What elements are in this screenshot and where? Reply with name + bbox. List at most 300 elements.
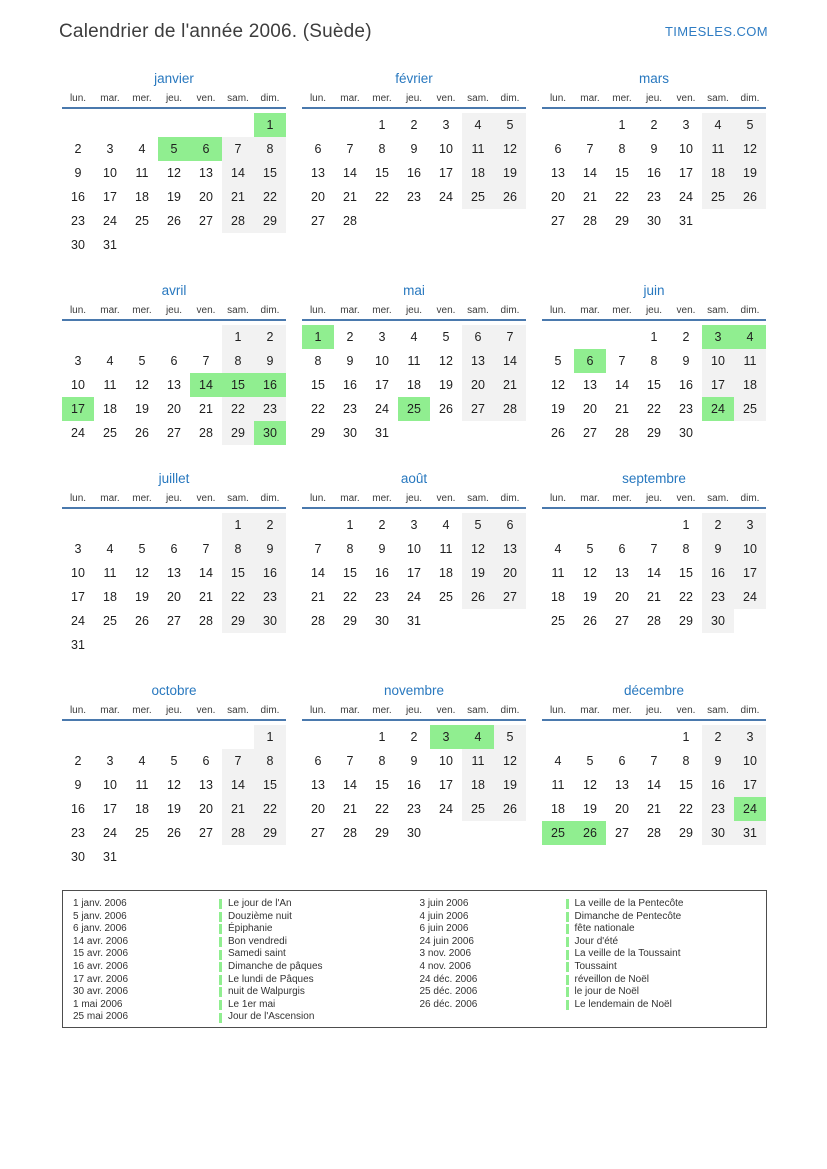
day-cell: 23 xyxy=(71,826,85,840)
month-title[interactable]: septembre xyxy=(622,471,686,486)
empty-cell xyxy=(462,421,494,445)
day-cell: 20 xyxy=(583,402,597,416)
legend-label xyxy=(566,936,767,949)
empty-cell xyxy=(462,609,494,633)
day-cell: 6 xyxy=(462,325,494,349)
day-cell: 7 xyxy=(346,142,354,156)
day-cell: 1 xyxy=(682,730,690,744)
day-cell: 13 xyxy=(311,778,325,792)
day-cell: 9 xyxy=(378,542,386,556)
empty-cell xyxy=(542,325,574,349)
day-cell: 28 xyxy=(222,209,254,233)
day-cell: 1 xyxy=(618,118,626,132)
day-cell: 28 xyxy=(647,826,661,840)
day-cell: 28 xyxy=(494,397,526,421)
weekday-header xyxy=(62,705,286,721)
legend-label-text: Toussaint xyxy=(574,960,617,972)
weekday-label: jeu. xyxy=(405,493,423,504)
weekday-label: ven. xyxy=(436,705,456,716)
empty-cell xyxy=(62,513,94,537)
weekday-label: mer. xyxy=(132,305,152,316)
weekday-label: lun. xyxy=(309,705,327,716)
empty-cell xyxy=(430,609,462,633)
empty-cell xyxy=(542,513,574,537)
day-cell: 1 xyxy=(222,325,254,349)
weekday-label: jeu. xyxy=(165,493,183,504)
weekday-label: mer. xyxy=(372,493,392,504)
day-cell: 25 xyxy=(103,426,117,440)
empty-cell xyxy=(126,325,158,349)
empty-cell xyxy=(94,633,126,657)
day-cell: 28 xyxy=(343,826,357,840)
day-cell: 18 xyxy=(462,773,494,797)
day-cell: 22 xyxy=(679,590,693,604)
day-cell: 21 xyxy=(222,797,254,821)
day-cell: 13 xyxy=(311,166,325,180)
day-cell: 24 xyxy=(439,190,453,204)
day-cell: 5 xyxy=(170,754,178,768)
legend-date: 25 mai 2006 xyxy=(73,1011,129,1023)
legend-label-text: Jour d'été xyxy=(574,935,619,947)
day-cell: 6 xyxy=(574,349,606,373)
empty-cell xyxy=(430,421,462,445)
day-cell: 15 xyxy=(375,778,389,792)
weekday-label: mar. xyxy=(340,305,360,316)
legend-label xyxy=(566,898,767,911)
day-cell: 25 xyxy=(551,614,565,628)
weekday-label: dim. xyxy=(740,493,760,504)
day-cell: 8 xyxy=(254,137,286,161)
day-cell: 21 xyxy=(494,373,526,397)
weekday-label: mar. xyxy=(100,493,120,504)
day-cell: 10 xyxy=(103,166,117,180)
holiday-tick-icon xyxy=(219,899,222,909)
day-grid xyxy=(62,113,286,257)
day-cell: 30 xyxy=(679,426,693,440)
empty-cell xyxy=(158,633,190,657)
day-cell: 25 xyxy=(702,185,734,209)
day-cell: 28 xyxy=(222,821,254,845)
day-cell: 31 xyxy=(375,426,389,440)
day-cell: 30 xyxy=(254,609,286,633)
day-cell: 1 xyxy=(650,330,658,344)
day-cell: 13 xyxy=(462,349,494,373)
day-cell: 17 xyxy=(103,802,117,816)
weekday-label: mer. xyxy=(132,93,152,104)
day-cell: 28 xyxy=(583,214,597,228)
weekday-label: mar. xyxy=(340,493,360,504)
day-cell: 21 xyxy=(583,190,597,204)
day-cell: 11 xyxy=(103,566,117,580)
day-cell: 29 xyxy=(343,614,357,628)
legend-label-text: Le jour de l'An xyxy=(228,898,292,909)
day-cell: 2 xyxy=(254,513,286,537)
day-cell: 16 xyxy=(343,378,357,392)
holiday-legend xyxy=(62,890,767,1028)
day-cell: 12 xyxy=(551,378,565,392)
empty-cell xyxy=(494,421,526,445)
empty-cell xyxy=(702,209,734,233)
day-cell: 15 xyxy=(311,378,325,392)
weekday-label: mer. xyxy=(372,705,392,716)
day-cell: 28 xyxy=(615,426,629,440)
legend-label xyxy=(219,898,420,911)
day-cell: 22 xyxy=(311,402,325,416)
month-avril xyxy=(62,283,286,445)
legend-row xyxy=(73,898,420,911)
legend-label xyxy=(219,936,420,949)
day-cell: 7 xyxy=(494,325,526,349)
legend-label xyxy=(566,923,767,936)
day-cell: 3 xyxy=(734,513,766,537)
day-cell: 26 xyxy=(583,614,597,628)
weekday-label: sam. xyxy=(707,93,729,104)
day-cell: 7 xyxy=(202,542,210,556)
day-cell: 2 xyxy=(410,118,418,132)
day-cell: 15 xyxy=(222,561,254,585)
legend-date: 5 janv. 2006 xyxy=(73,910,127,922)
weekday-label: dim. xyxy=(740,305,760,316)
legend-row xyxy=(420,923,767,936)
weekday-label: mar. xyxy=(100,305,120,316)
legend-label-text: Samedi saint xyxy=(228,948,286,960)
day-cell: 8 xyxy=(346,542,354,556)
day-cell: 20 xyxy=(311,802,325,816)
legend-date: 3 nov. 2006 xyxy=(419,948,472,960)
legend-column-left xyxy=(73,898,420,1024)
day-cell: 2 xyxy=(378,518,386,532)
weekday-label: mer. xyxy=(612,493,632,504)
day-cell: 9 xyxy=(74,166,82,180)
day-cell: 4 xyxy=(106,354,114,368)
weekday-label: mar. xyxy=(580,705,600,716)
day-cell: 18 xyxy=(702,161,734,185)
holiday-tick-icon xyxy=(566,937,569,947)
day-cell: 3 xyxy=(74,354,82,368)
weekday-label: sam. xyxy=(467,705,489,716)
legend-label-text: le jour de Noël xyxy=(574,986,639,998)
month-title[interactable]: octobre xyxy=(151,683,197,698)
day-cell: 5 xyxy=(554,354,562,368)
month-mai xyxy=(302,283,526,445)
day-cell: 16 xyxy=(679,378,693,392)
day-cell: 12 xyxy=(135,378,149,392)
day-cell: 17 xyxy=(62,397,94,421)
day-cell: 21 xyxy=(647,590,661,604)
day-cell: 18 xyxy=(135,802,149,816)
day-cell: 15 xyxy=(647,378,661,392)
day-cell: 17 xyxy=(103,190,117,204)
day-cell: 15 xyxy=(254,773,286,797)
day-cell: 15 xyxy=(343,566,357,580)
day-cell: 10 xyxy=(734,749,766,773)
day-cell: 7 xyxy=(202,354,210,368)
empty-cell xyxy=(190,513,222,537)
day-cell: 23 xyxy=(254,585,286,609)
empty-cell xyxy=(638,513,670,537)
weekday-label: dim. xyxy=(500,93,520,104)
day-cell: 1 xyxy=(254,725,286,749)
empty-cell xyxy=(334,725,366,749)
legend-date: 24 juin 2006 xyxy=(419,935,474,947)
day-cell: 5 xyxy=(586,542,594,556)
weekday-label: jeu. xyxy=(645,93,663,104)
day-cell: 26 xyxy=(135,426,149,440)
weekday-label: ven. xyxy=(436,305,456,316)
day-cell: 8 xyxy=(378,754,386,768)
day-cell: 20 xyxy=(199,802,213,816)
day-cell: 24 xyxy=(439,802,453,816)
empty-cell xyxy=(398,421,430,445)
day-cell: 18 xyxy=(103,590,117,604)
day-cell: 25 xyxy=(135,826,149,840)
day-cell: 26 xyxy=(167,214,181,228)
weekday-label: sam. xyxy=(227,705,249,716)
day-cell: 3 xyxy=(74,542,82,556)
legend-row xyxy=(73,974,420,987)
weekday-label: lun. xyxy=(549,705,567,716)
day-cell: 28 xyxy=(199,426,213,440)
day-cell: 3 xyxy=(734,725,766,749)
empty-cell xyxy=(62,113,94,137)
empty-cell xyxy=(494,209,526,233)
legend-row xyxy=(73,936,420,949)
legend-label xyxy=(566,911,767,924)
weekday-label: ven. xyxy=(196,493,216,504)
weekday-label: sam. xyxy=(707,705,729,716)
holiday-tick-icon xyxy=(566,924,569,934)
day-cell: 25 xyxy=(734,397,766,421)
holiday-tick-icon xyxy=(566,962,569,972)
empty-cell xyxy=(190,845,222,869)
day-cell: 11 xyxy=(462,749,494,773)
day-cell: 7 xyxy=(222,749,254,773)
empty-cell xyxy=(542,113,574,137)
weekday-label: ven. xyxy=(436,93,456,104)
weekday-label: dim. xyxy=(740,705,760,716)
day-cell: 19 xyxy=(583,802,597,816)
day-cell: 19 xyxy=(135,402,149,416)
month-title[interactable]: novembre xyxy=(383,683,445,698)
day-cell: 8 xyxy=(378,142,386,156)
weekday-header xyxy=(302,493,526,509)
legend-row xyxy=(420,999,767,1012)
empty-cell xyxy=(222,233,254,257)
weekday-label: lun. xyxy=(69,705,87,716)
weekday-label: dim. xyxy=(500,305,520,316)
day-cell: 5 xyxy=(138,354,146,368)
month-title[interactable]: juillet xyxy=(158,471,190,486)
day-cell: 19 xyxy=(439,378,453,392)
empty-cell xyxy=(734,609,766,633)
empty-cell xyxy=(94,725,126,749)
legend-date: 16 avr. 2006 xyxy=(73,960,129,972)
month-title[interactable]: décembre xyxy=(623,683,685,698)
legend-row xyxy=(420,974,767,987)
day-cell: 18 xyxy=(551,802,565,816)
day-cell: 1 xyxy=(378,730,386,744)
day-cell: 6 xyxy=(494,513,526,537)
weekday-header xyxy=(302,93,526,109)
day-cell: 16 xyxy=(71,802,85,816)
legend-label-text: Le lundi de Pâques xyxy=(228,973,314,985)
empty-cell xyxy=(126,633,158,657)
day-cell: 14 xyxy=(343,778,357,792)
empty-cell xyxy=(462,209,494,233)
months-grid xyxy=(62,71,766,869)
day-cell: 30 xyxy=(702,821,734,845)
day-cell: 16 xyxy=(407,166,421,180)
legend-row xyxy=(420,898,767,911)
holiday-tick-icon xyxy=(566,950,569,960)
weekday-label: lun. xyxy=(309,493,327,504)
day-cell: 17 xyxy=(679,166,693,180)
day-cell: 13 xyxy=(199,166,213,180)
day-cell: 13 xyxy=(551,166,565,180)
weekday-label: mer. xyxy=(612,305,632,316)
day-cell: 30 xyxy=(375,614,389,628)
day-cell: 7 xyxy=(346,754,354,768)
month-title[interactable]: mars xyxy=(639,71,669,86)
day-grid xyxy=(542,325,766,445)
day-cell: 9 xyxy=(682,354,690,368)
day-cell: 12 xyxy=(167,166,181,180)
day-cell: 20 xyxy=(199,190,213,204)
day-cell: 2 xyxy=(702,725,734,749)
day-cell: 19 xyxy=(135,590,149,604)
day-cell: 3 xyxy=(442,118,450,132)
day-cell: 22 xyxy=(647,402,661,416)
month-title[interactable]: avril xyxy=(161,283,187,298)
empty-cell xyxy=(734,421,766,445)
month-title[interactable]: janvier xyxy=(154,71,194,86)
day-cell: 29 xyxy=(615,214,629,228)
day-cell: 5 xyxy=(138,542,146,556)
day-cell: 14 xyxy=(343,166,357,180)
day-cell: 20 xyxy=(311,190,325,204)
day-cell: 2 xyxy=(650,118,658,132)
day-cell: 28 xyxy=(343,214,357,228)
day-cell: 29 xyxy=(254,209,286,233)
day-cell: 28 xyxy=(311,614,325,628)
day-cell: 15 xyxy=(679,778,693,792)
day-cell: 18 xyxy=(734,373,766,397)
day-cell: 16 xyxy=(647,166,661,180)
weekday-label: dim. xyxy=(260,93,280,104)
empty-cell xyxy=(366,209,398,233)
month-title[interactable]: juin xyxy=(643,283,665,298)
month-title[interactable]: février xyxy=(395,71,433,86)
day-cell: 17 xyxy=(407,566,421,580)
day-cell: 5 xyxy=(442,330,450,344)
legend-label xyxy=(219,974,420,987)
weekday-label: jeu. xyxy=(405,705,423,716)
weekday-label: mer. xyxy=(612,705,632,716)
day-cell: 6 xyxy=(170,354,178,368)
day-cell: 27 xyxy=(494,585,526,609)
legend-label xyxy=(566,948,767,961)
legend-label-text: Dimanche de Pentecôte xyxy=(574,910,682,922)
legend-label-text: Le 1er mai xyxy=(228,998,276,1010)
empty-cell xyxy=(430,821,462,845)
weekday-label: ven. xyxy=(196,305,216,316)
empty-cell xyxy=(126,845,158,869)
day-cell: 15 xyxy=(254,161,286,185)
day-cell: 19 xyxy=(583,590,597,604)
legend-date: 14 avr. 2006 xyxy=(73,935,129,947)
weekday-label: sam. xyxy=(227,493,249,504)
day-cell: 10 xyxy=(439,142,453,156)
day-cell: 20 xyxy=(615,802,629,816)
legend-date: 26 déc. 2006 xyxy=(419,998,478,1010)
day-cell: 10 xyxy=(71,566,85,580)
day-cell: 18 xyxy=(462,161,494,185)
month-septembre xyxy=(542,471,766,633)
holiday-tick-icon xyxy=(566,987,569,997)
weekday-label: jeu. xyxy=(405,305,423,316)
day-cell: 3 xyxy=(682,118,690,132)
month-title[interactable]: mai xyxy=(403,283,425,298)
legend-row xyxy=(73,986,420,999)
month-octobre xyxy=(62,683,286,869)
weekday-label: jeu. xyxy=(165,705,183,716)
day-cell: 26 xyxy=(551,426,565,440)
day-cell: 21 xyxy=(199,590,213,604)
day-cell: 22 xyxy=(254,797,286,821)
site-link[interactable]: TIMESLES.COM xyxy=(664,24,768,39)
weekday-header xyxy=(302,305,526,321)
month-title[interactable]: août xyxy=(400,471,428,486)
day-cell: 4 xyxy=(442,518,450,532)
legend-date: 30 avr. 2006 xyxy=(73,986,129,998)
legend-label xyxy=(219,1011,420,1024)
day-cell: 30 xyxy=(71,850,85,864)
legend-label-text: Bon vendredi xyxy=(228,935,287,947)
weekday-label: lun. xyxy=(309,305,327,316)
day-cell: 19 xyxy=(734,161,766,185)
weekday-label: sam. xyxy=(227,305,249,316)
day-cell: 9 xyxy=(702,749,734,773)
day-cell: 26 xyxy=(135,614,149,628)
day-cell: 4 xyxy=(734,325,766,349)
day-cell: 27 xyxy=(199,826,213,840)
empty-cell xyxy=(94,113,126,137)
empty-cell xyxy=(574,725,606,749)
empty-cell xyxy=(302,513,334,537)
weekday-label: jeu. xyxy=(165,93,183,104)
day-cell: 23 xyxy=(407,802,421,816)
day-cell: 27 xyxy=(583,426,597,440)
legend-row xyxy=(420,936,767,949)
day-cell: 6 xyxy=(202,754,210,768)
day-cell: 18 xyxy=(103,402,117,416)
day-cell: 26 xyxy=(494,185,526,209)
day-cell: 22 xyxy=(222,397,254,421)
day-grid xyxy=(62,325,286,445)
day-cell: 14 xyxy=(190,373,222,397)
day-cell: 16 xyxy=(702,561,734,585)
day-cell: 25 xyxy=(103,614,117,628)
empty-cell xyxy=(62,325,94,349)
day-cell: 21 xyxy=(222,185,254,209)
day-cell: 28 xyxy=(647,614,661,628)
empty-cell xyxy=(222,845,254,869)
day-cell: 1 xyxy=(378,118,386,132)
day-cell: 13 xyxy=(583,378,597,392)
weekday-label: sam. xyxy=(467,493,489,504)
legend-row xyxy=(73,948,420,961)
weekday-label: mar. xyxy=(100,93,120,104)
